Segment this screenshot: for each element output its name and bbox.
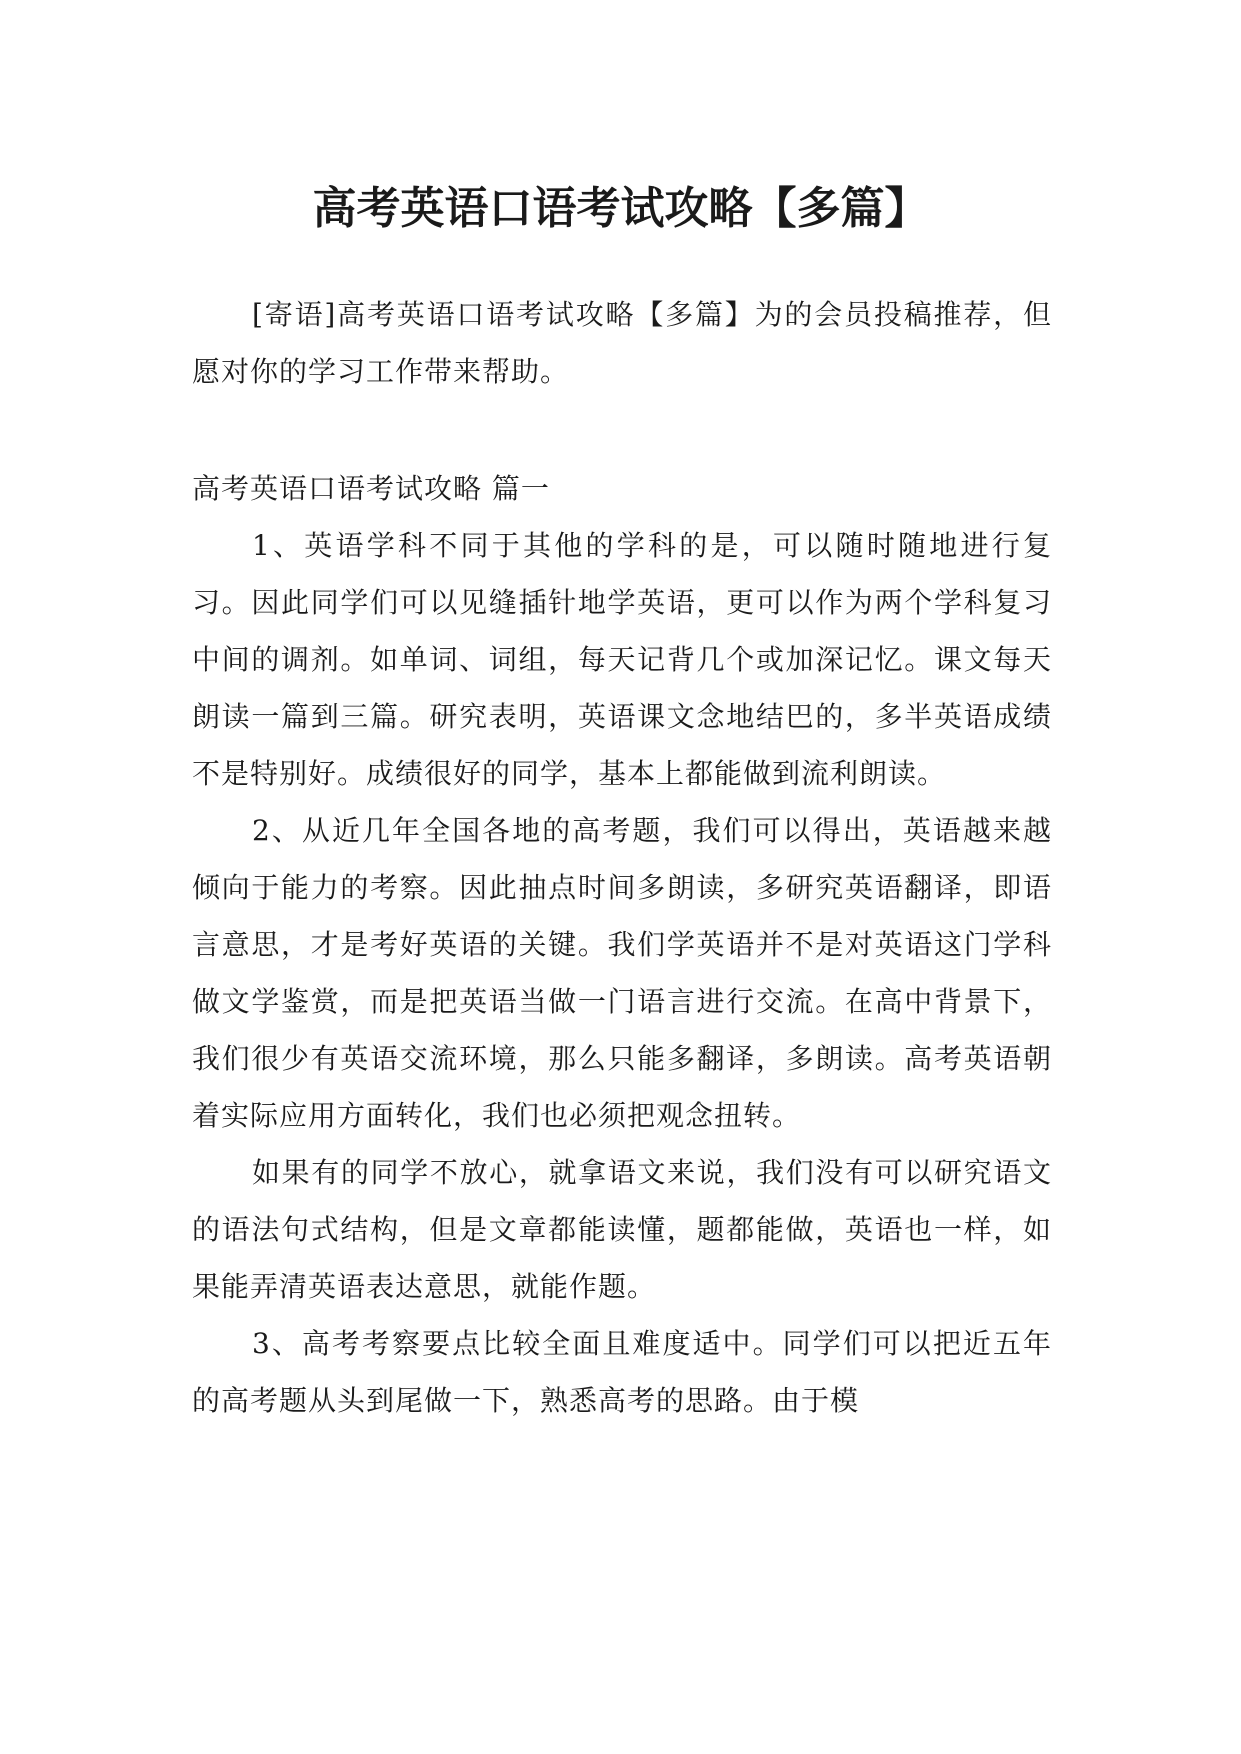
intro-paragraph: [寄语]高考英语口语考试攻略【多篇】为的会员投稿推荐，但愿对你的学习工作带来帮助。 bbox=[192, 298, 1052, 388]
section-heading: 高考英语口语考试攻略 篇一 bbox=[192, 472, 550, 505]
paragraph-3: 如果有的同学不放心，就拿语文来说，我们没有可以研究语文的语法句式结构，但是文章都能读懂，题都能做，英语也一样，如果能弄清英语表达意思，就能作题。 bbox=[192, 1156, 1052, 1303]
paragraph-2: 2、从近几年全国各地的高考题，我们可以得出，英语越来越倾向于能力的考察。因此抽点时间多朗读，多研究英语翻译，即语言意思，才是考好英语的关键。我们学英语并不是对英语这门学科做文学鉴赏，而是把英语当做一门语言进行交流。在高中背景下，我们很少有英语交流环境，那么只能多翻译，多朗读。高考英语朝着实际应用方面转化，我们也必须把观念扭转。 bbox=[192, 814, 1052, 1132]
paragraph-4: 3、高考考察要点比较全面且难度适中。同学们可以把近五年的高考题从头到尾做一下，熟悉高考的思路。由于模 bbox=[192, 1327, 1052, 1417]
paragraph-1: 1、英语学科不同于其他的学科的是，可以随时随地进行复习。因此同学们可以见缝插针地学英语，更可以作为两个学科复习中间的调剂。如单词、词组，每天记背几个或加深记忆。课文每天朗读一篇到三篇。研究表明，英语课文念地结巴的，多半英语成绩不是特别好。成绩很好的同学，基本上都能做到流利朗读。 bbox=[192, 529, 1052, 790]
document-title: 高考英语口语考试攻略【多篇】 bbox=[312, 183, 929, 235]
section-one bbox=[192, 460, 1052, 1429]
intro-block bbox=[192, 286, 1052, 400]
